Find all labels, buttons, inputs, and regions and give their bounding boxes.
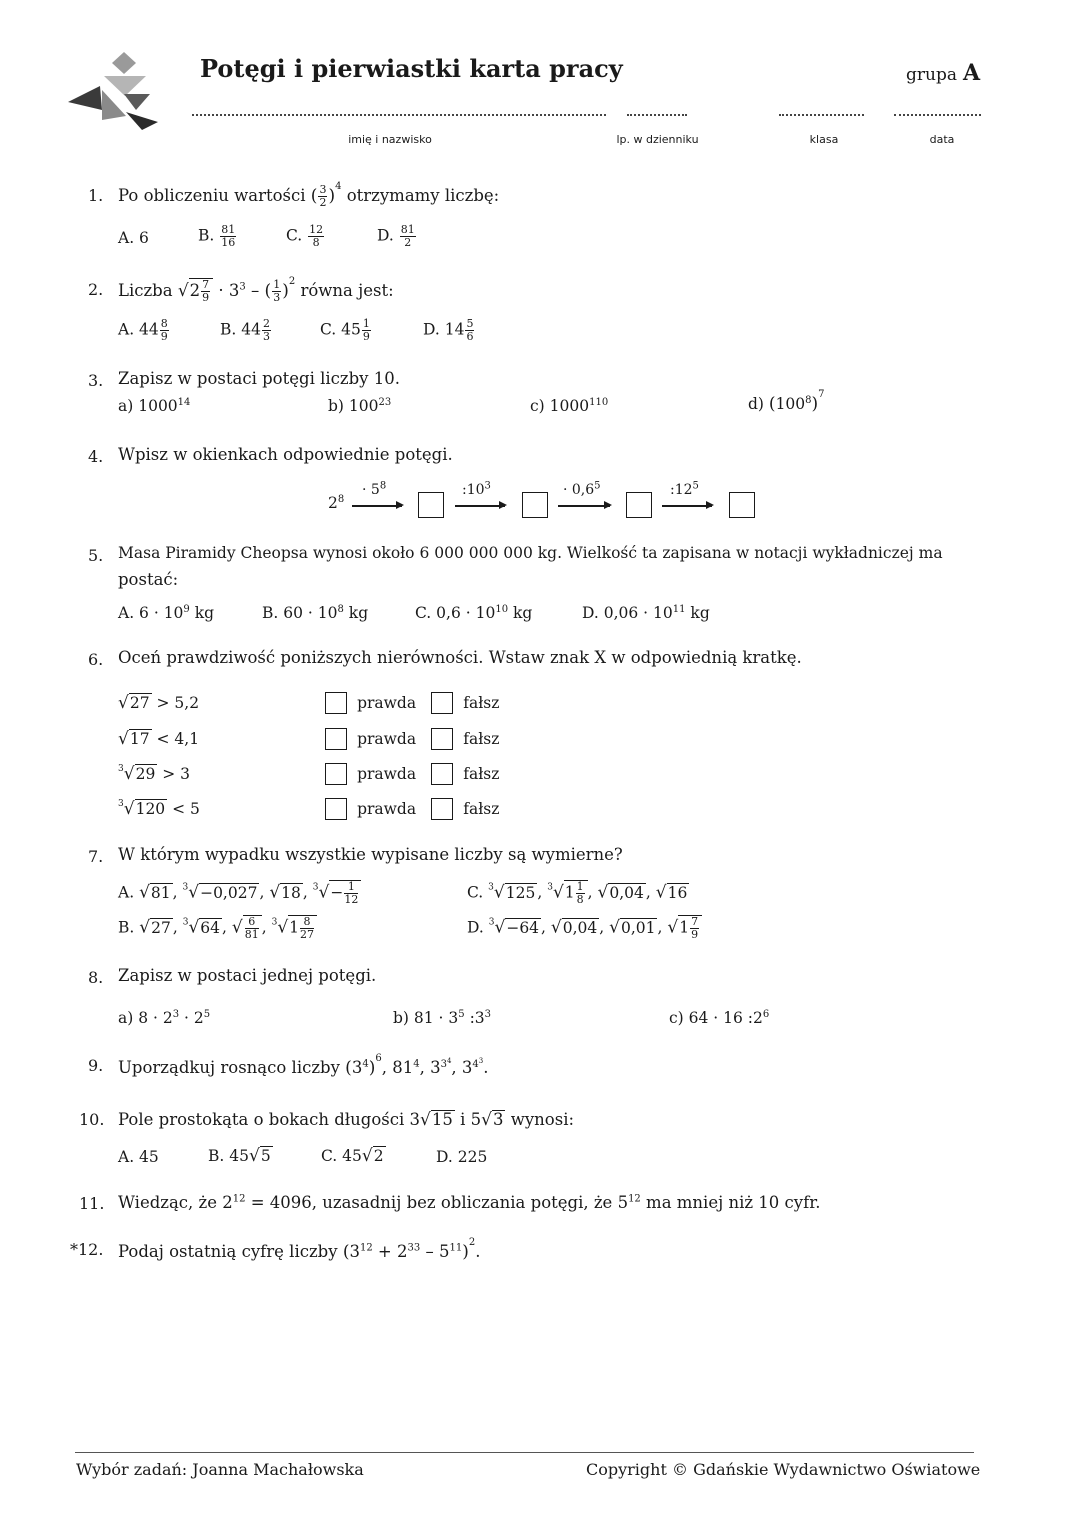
q5-option-b: B. $60 \cdot 10^8$ kg	[262, 603, 369, 622]
q4-arrow-4	[662, 505, 712, 507]
q1-option-c: C. $\frac{12}{8}$	[286, 223, 324, 249]
q9-number: 9.	[88, 1056, 104, 1075]
q5-text: Masa Piramidy Cheopsa wynosi około 6 000 000 000 kg. Wielkość ta zapisana w notacji wykładniczej ma	[118, 544, 943, 562]
q4-arrow-3	[558, 505, 610, 507]
q6-true-checkbox-4[interactable]	[325, 798, 347, 820]
q6-row-4-choices	[325, 798, 499, 820]
q1-option-d: D. $\frac{81}{2}$	[377, 223, 415, 249]
q9-text: Uporządkuj rosnąco liczby $(3^4)^6$, $81^4$, $3^{3^4}$, $3^{4^3}$.	[118, 1053, 489, 1078]
footer-copyright: Copyright © Gdańskie Wydawnictwo Oświatowe	[586, 1460, 981, 1479]
q10-option-c: C. 45√2	[321, 1146, 384, 1166]
q5-option-d: D. $0,06 \cdot 10^{11}$ kg	[582, 603, 710, 622]
q6-false-checkbox-3[interactable]	[431, 763, 453, 785]
q5-text-2: postać:	[118, 570, 179, 589]
q6-false-label: fałsz	[463, 729, 500, 748]
q3-item-d: d) $(100^8)^7$	[748, 389, 825, 414]
class-field-line[interactable]	[779, 112, 864, 116]
q1-option-a: A. 6	[118, 229, 149, 247]
q4-op-4: $:12^5$	[670, 480, 699, 498]
q10-option-b: B. 45√5	[208, 1146, 271, 1166]
q2-option-d: D. 14 $\frac{5}{6}$	[423, 317, 474, 343]
q6-true-label: prawda	[357, 799, 417, 818]
q7-option-d: D. $^3$√−64 , √0,04 , √0,01 , √1 $\frac{7}{9}$	[467, 915, 702, 941]
q10-number: 10.	[79, 1110, 105, 1129]
date-field-label: data	[929, 133, 955, 146]
q12-text: Podaj ostatnią cyfrę liczby $(3^{12} + 2^{33} - 5^{11})^2$.	[118, 1237, 481, 1262]
q6-row-3-choices	[325, 763, 499, 785]
q2-option-b: B. 44 $\frac{2}{3}$	[220, 317, 270, 343]
q1-text-a: Po obliczeniu wartości	[118, 186, 306, 205]
q6-number: 6.	[88, 650, 104, 669]
q4-answer-box-2[interactable]	[522, 492, 548, 518]
q2-option-a: A. 44 $\frac{8}{9}$	[118, 317, 168, 343]
q7-number: 7.	[88, 847, 104, 866]
q2-text: Liczba √2 $\frac{7}{9}$ · $3^3$ – ( $\frac{1}{3}$ )$^2$ równa jest:	[118, 276, 394, 304]
q4-op-2: $:10^3$	[462, 480, 491, 498]
q4-answer-box-1[interactable]	[418, 492, 444, 518]
q8-item-a: a) $8 \cdot 2^3 \cdot 2^5$	[118, 1008, 211, 1027]
q11-text: Wiedząc, że $2^{12} = 4096$, uzasadnij bez obliczania potęgi, że $5^{12}$ ma mniej niż 10 cyfr.	[118, 1193, 821, 1212]
group-value: A	[962, 60, 981, 86]
worksheet-title: Potęgi i pierwiastki karta pracy	[200, 54, 623, 83]
q4-answer-box-3[interactable]	[626, 492, 652, 518]
q6-true-label: prawda	[357, 764, 417, 783]
q8-number: 8.	[88, 968, 104, 987]
q4-op-3: · $0,6^5$	[563, 480, 601, 498]
q6-false-checkbox-4[interactable]	[431, 798, 453, 820]
q3-item-a: a) 1000$^{14}$	[118, 396, 191, 415]
q6-row-1-choices	[325, 692, 499, 714]
q6-false-label: fałsz	[463, 799, 500, 818]
q5-number: 5.	[88, 546, 104, 565]
q10-option-a: A. 45	[118, 1148, 159, 1166]
q5-option-c: C. $0,6 \cdot 10^{10}$ kg	[415, 603, 533, 622]
q5-option-a: A. $6 \cdot 10^9$ kg	[118, 603, 215, 622]
class-field-label: klasa	[809, 133, 839, 146]
q4-answer-box-4[interactable]	[729, 492, 755, 518]
group-text: grupa	[906, 65, 957, 85]
q8-item-b: b) $81 \cdot 3^5$ $:3^3$	[393, 1008, 492, 1027]
q6-true-label: prawda	[357, 729, 417, 748]
q3-item-c: c) 1000$^{110}$	[530, 396, 609, 415]
q8-text: Zapisz w postaci jednej potęgi.	[118, 966, 377, 985]
footer-divider	[75, 1452, 974, 1453]
q10-option-d: D. 225	[436, 1148, 488, 1166]
q7-option-a: A. √81 , $^3$√−0,027 , √18 , $^3$√− $\frac{1}{12}$	[118, 880, 361, 906]
q6-inequality-3: $^3$√29 > 3	[118, 764, 191, 784]
q2-option-c: C. 45 $\frac{1}{9}$	[320, 317, 370, 343]
group-label	[906, 60, 980, 86]
q12-number: *12.	[70, 1240, 104, 1259]
q8-item-c: c) 64 · 16 $:2^6$	[669, 1008, 770, 1027]
q1-text: Po obliczeniu wartości ( $\frac{3}{2}$ )$^4$ otrzymamy liczbę:	[118, 181, 500, 209]
q6-true-checkbox-3[interactable]	[325, 763, 347, 785]
q10-text: Pole prostokąta o bokach długości 3√15 i 5√3 wynosi:	[118, 1110, 575, 1130]
q6-false-label: fałsz	[463, 764, 500, 783]
q6-true-checkbox-1[interactable]	[325, 692, 347, 714]
date-field-line[interactable]	[894, 112, 981, 116]
q6-inequality-4: $^3$√120 < 5	[118, 799, 200, 819]
name-field-line[interactable]	[192, 112, 606, 116]
footer-author: Wybór zadań: Joanna Machałowska	[76, 1460, 364, 1479]
q7-text: W którym wypadku wszystkie wypisane liczby są wymierne?	[118, 845, 623, 864]
q2-number: 2.	[88, 280, 104, 299]
q4-arrow-1	[352, 505, 402, 507]
q1-text-b: otrzymamy liczbę:	[346, 186, 500, 205]
q3-number: 3.	[88, 371, 104, 390]
q6-inequality-1: √27 > 5,2	[118, 693, 200, 713]
publisher-logo	[66, 50, 162, 132]
q4-start-value: $2^8$	[328, 493, 345, 512]
q7-option-b: B. √27 , $^3$√64 , √ $\frac{6}{81}$ , $^3$√1 $\frac{8}{27}$	[118, 915, 317, 941]
q4-op-1: · $5^8$	[362, 480, 387, 498]
q6-false-checkbox-1[interactable]	[431, 692, 453, 714]
q4-text: Wpisz w okienkach odpowiednie potęgi.	[118, 445, 453, 464]
q6-row-2-choices	[325, 728, 499, 750]
q6-inequality-2: √17 < 4,1	[118, 729, 200, 749]
q4-number: 4.	[88, 447, 104, 466]
q6-false-label: fałsz	[463, 693, 500, 712]
q4-arrow-2	[455, 505, 505, 507]
q6-text: Oceń prawdziwość poniższych nierówności. Wstaw znak X w odpowiednią kratkę.	[118, 648, 802, 667]
q6-true-label: prawda	[357, 693, 417, 712]
q3-text: Zapisz w postaci potęgi liczby 10.	[118, 369, 400, 388]
number-field-label: lp. w dzienniku	[616, 133, 699, 146]
name-field-label: imię i nazwisko	[348, 133, 432, 146]
q3-item-b: b) $100^{23}$	[328, 396, 392, 415]
number-field-line[interactable]	[627, 112, 687, 116]
q6-false-checkbox-2[interactable]	[431, 728, 453, 750]
q1-number: 1.	[88, 186, 104, 205]
q1-option-b: B. $\frac{81}{16}$	[198, 223, 236, 249]
q11-number: 11.	[79, 1194, 105, 1213]
q7-option-c: C. $^3$√125 , $^3$√1 $\frac{1}{8}$ , √0,04 , √16	[467, 880, 688, 906]
q6-true-checkbox-2[interactable]	[325, 728, 347, 750]
